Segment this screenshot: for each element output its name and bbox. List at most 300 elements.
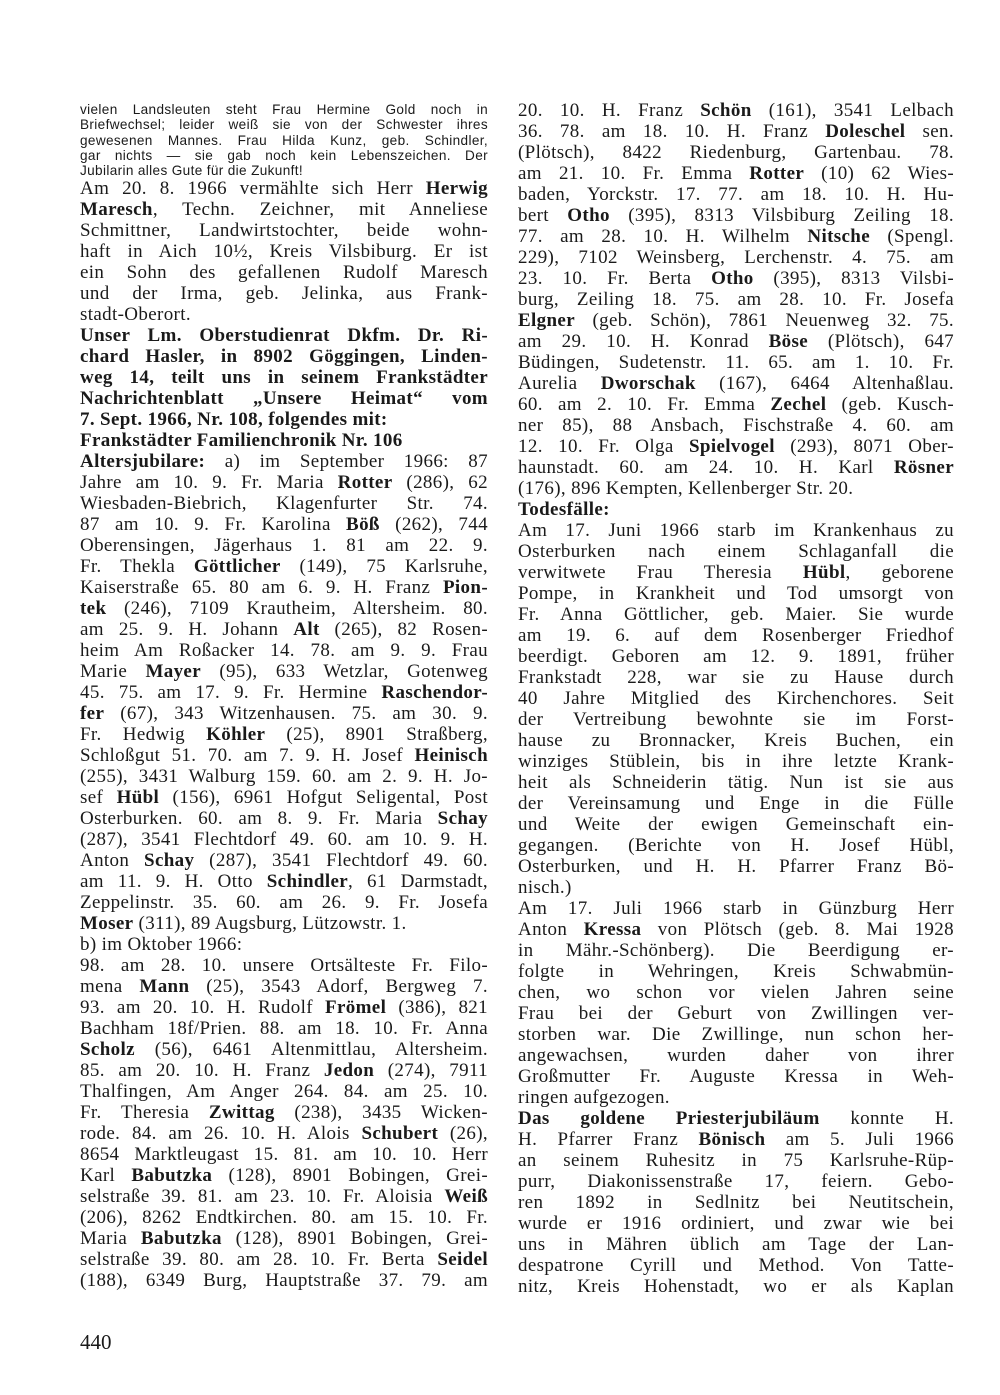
text-segment: (255), 3431 Walburg 159. 60. am 2. 9. H. Jo- xyxy=(80,766,488,787)
text-segment: Wiesbaden-Biebrich, Klagenfurter Str. 74. xyxy=(80,493,488,514)
text-segment: Pompe, in Krankheit und Tod umsorgt von xyxy=(518,583,954,604)
bold-text: Mann xyxy=(139,976,190,997)
text-line xyxy=(518,625,954,646)
text-segment: , geborene xyxy=(845,562,954,583)
bold-text: Göttlicher xyxy=(193,556,281,577)
text-segment: winziges Stüblein, bis in ihre letzte Krank- xyxy=(518,751,954,772)
bold-text: Otho xyxy=(711,268,754,289)
text-segment: (161), 3541 Lelbach xyxy=(751,100,954,121)
right-column xyxy=(518,100,954,1297)
text-line xyxy=(80,148,488,163)
text-segment: Fr. Theresia xyxy=(80,1102,209,1123)
text-segment: (10) 62 Wies- xyxy=(804,163,954,184)
text-segment: ren 1892 in Sedlnitz bei Neutitschein, xyxy=(518,1192,954,1213)
text-segment: (26), xyxy=(438,1123,488,1144)
text-segment: Fr. Thekla xyxy=(80,556,194,577)
text-line xyxy=(518,121,954,142)
bold-text: Seidel xyxy=(437,1249,488,1270)
text-segment: , Techn. Zeichner, mit Anneliese xyxy=(152,199,488,220)
text-segment: Karl xyxy=(80,1165,132,1186)
text-segment: 60. am 2. 10. Fr. Emma xyxy=(518,394,771,415)
text-segment: konnte H. xyxy=(819,1108,954,1129)
text-segment: gewesenen Mannes. Frau Hilda Kunz, geb. Schindler, xyxy=(80,132,488,148)
text-segment: 85. am 20. 10. H. Franz xyxy=(80,1060,324,1081)
text-line xyxy=(80,178,488,199)
text-line xyxy=(80,913,488,934)
text-segment: der Vereinsamung und Enge in die Fülle xyxy=(518,793,954,814)
text-segment: Am 17. Juni 1966 starb im Krankenhaus zu xyxy=(518,520,954,541)
text-segment: 87 am 10. 9. Fr. Karolina xyxy=(80,514,347,535)
text-segment: am 19. 6. auf dem Rosenberger Friedhof xyxy=(518,625,954,646)
text-line xyxy=(80,388,488,409)
text-line xyxy=(80,241,488,262)
text-segment: (67), 343 Witzenhausen. 75. am 30. 9. xyxy=(104,703,488,724)
text-line xyxy=(518,1276,954,1297)
text-line xyxy=(518,877,954,898)
text-segment: (176), 896 Kempten, Kellenberger Str. 20. xyxy=(518,478,854,499)
text-segment: selstraße 39. 80. am 28. 10. Fr. Berta xyxy=(80,1249,438,1270)
text-segment: 12. 10. Fr. Olga xyxy=(518,436,689,457)
bold-text: Alt xyxy=(293,619,320,640)
text-line xyxy=(518,268,954,289)
bold-text: Elgner xyxy=(518,310,575,331)
text-segment: 36. 78. am 18. 10. H. Franz xyxy=(518,121,826,142)
text-segment: Frankstadt 228, war sie zu Hause durch xyxy=(518,667,954,688)
bold-text: Pion- xyxy=(442,577,488,598)
text-segment: nitz, Kreis Hohenstadt, wo er als Kaplan xyxy=(518,1276,954,1297)
text-segment: nisch.) xyxy=(518,877,572,898)
text-line xyxy=(518,436,954,457)
text-segment: an seinem Ruhesitz in 75 Karlsruhe-Rüp- xyxy=(518,1150,954,1171)
text-segment: purr, Diakonissenstraße 17, feiern. Gebo- xyxy=(518,1171,954,1192)
text-segment: selstraße 39. 81. am 23. 10. Fr. Aloisia xyxy=(80,1186,445,1207)
text-line xyxy=(80,976,488,997)
text-segment: hause zu Bronnacker, Kreis Buchen, ein xyxy=(518,730,954,751)
text-segment: Maria xyxy=(80,1228,141,1249)
text-segment: Schmittner, Landwirtstochter, beide wohn- xyxy=(80,220,488,241)
text-segment: Osterburken, und H. H. Pfarrer Franz Bö- xyxy=(518,856,954,877)
text-segment: und der Irma, geb. Jelinka, aus Frank- xyxy=(80,283,488,304)
text-line xyxy=(80,163,488,178)
bold-text: Das goldene Priesterjubiläum xyxy=(518,1108,820,1129)
text-segment: b) im Oktober 1966: xyxy=(80,934,243,955)
text-line xyxy=(80,787,488,808)
intro-small-print xyxy=(80,102,488,178)
text-line xyxy=(518,709,954,730)
text-line xyxy=(80,955,488,976)
text-line xyxy=(80,934,488,955)
text-line xyxy=(518,961,954,982)
text-segment: Osterburken. 60. am 8. 9. Fr. Maria xyxy=(80,808,438,829)
text-line xyxy=(518,814,954,835)
text-line xyxy=(80,451,488,472)
bold-text: Raschendor- xyxy=(381,682,488,703)
text-segment: burg, Zeiling 18. 75. am 28. 10. Fr. Josefa xyxy=(518,289,954,310)
text-line xyxy=(80,808,488,829)
text-segment: (262), 744 xyxy=(379,514,488,535)
bold-text: Unser Lm. Oberstudienrat Dkfm. Dr. Ri- xyxy=(80,325,488,346)
text-line xyxy=(80,745,488,766)
text-line xyxy=(518,310,954,331)
text-segment: am 21. 10. Fr. Emma xyxy=(518,163,750,184)
text-line xyxy=(80,850,488,871)
text-line xyxy=(80,283,488,304)
bold-text: Schindler xyxy=(266,871,349,892)
text-line xyxy=(80,325,488,346)
bold-text: Heinisch xyxy=(414,745,488,766)
text-line xyxy=(80,1018,488,1039)
text-segment: Am 20. 8. 1966 vermählte sich Herr xyxy=(80,178,426,199)
text-line xyxy=(80,304,488,325)
text-segment: (156), 6961 Hofgut Seligental, Post xyxy=(159,787,488,808)
text-segment: (286), 62 xyxy=(392,472,488,493)
text-line xyxy=(518,457,954,478)
text-line xyxy=(518,478,954,499)
text-line xyxy=(80,1144,488,1165)
text-line xyxy=(80,724,488,745)
text-line xyxy=(80,133,488,148)
text-line xyxy=(518,919,954,940)
text-line xyxy=(80,1270,488,1291)
text-segment: (311), 89 Augsburg, Lützowstr. 1. xyxy=(133,913,407,934)
text-segment: (Spengl. xyxy=(869,226,954,247)
text-line xyxy=(518,730,954,751)
text-segment: (Plötsch), 8422 Riedenburg, Gartenbau. 78. xyxy=(518,142,954,163)
text-line xyxy=(518,1192,954,1213)
text-line xyxy=(80,1228,488,1249)
bold-text: Schubert xyxy=(361,1123,439,1144)
text-line xyxy=(518,499,954,520)
bold-text: Böse xyxy=(768,331,809,352)
bold-text: Nachrichtenblatt „Unsere Heimat“ vom xyxy=(80,388,488,409)
text-line xyxy=(80,682,488,703)
text-segment: (293), 8071 Ober- xyxy=(774,436,954,457)
bold-text: Maresch xyxy=(80,199,153,220)
bold-text: Altersjubilare: xyxy=(80,451,206,472)
text-segment: (287), 3541 Flechtdorf 49. 60. am 10. 9. H. xyxy=(80,829,488,850)
text-line xyxy=(80,102,488,117)
text-line xyxy=(80,892,488,913)
bold-text: Hübl xyxy=(802,562,846,583)
left-column xyxy=(80,178,488,1291)
text-segment: 8654 Marktleugast 15. 81. am 10. 10. Herr xyxy=(80,1144,488,1165)
text-segment: Jahre am 10. 9. Fr. Maria xyxy=(80,472,338,493)
text-segment: (167), 6464 Altenhaßlau. xyxy=(695,373,954,394)
text-segment: chen, wo schon vor vielen Jahren seine xyxy=(518,982,954,1003)
text-line xyxy=(518,184,954,205)
bold-text: Herwig xyxy=(425,178,488,199)
bold-text: Rotter xyxy=(749,163,805,184)
text-segment: Fr. Anna Göttlicher, geb. Maier. Sie wurde xyxy=(518,604,954,625)
bold-text: Scholz xyxy=(80,1039,135,1060)
text-segment: verwitwete Frau Theresia xyxy=(518,562,803,583)
bold-text: Zechel xyxy=(770,394,827,415)
text-segment: (25), 8901 Straßberg, xyxy=(265,724,488,745)
text-line xyxy=(80,997,488,1018)
text-segment: beerdigt. Geboren am 12. 9. 1891, früher xyxy=(518,646,954,667)
text-line xyxy=(518,520,954,541)
bold-text: Nitsche xyxy=(807,226,870,247)
bold-text: Babutzka xyxy=(131,1165,213,1186)
text-segment: Thalfingen, Am Anger 264. 84. am 25. 10. xyxy=(80,1081,488,1102)
text-line xyxy=(80,1165,488,1186)
text-line xyxy=(518,1024,954,1045)
bold-text: Spielvogel xyxy=(689,436,775,457)
text-line xyxy=(518,646,954,667)
text-segment: am 29. 10. H. Konrad xyxy=(518,331,769,352)
text-segment: Anton xyxy=(80,850,145,871)
text-segment: (206), 8262 Endtkirchen. 80. am 15. 10. Fr. xyxy=(80,1207,488,1228)
bold-text: Frankstädter Familienchronik Nr. 106 xyxy=(80,430,403,451)
text-segment: ein Sohn des gefallenen Rudolf Maresch xyxy=(80,262,488,283)
text-line xyxy=(80,346,488,367)
text-line xyxy=(518,163,954,184)
text-line xyxy=(80,619,488,640)
text-segment: (386), 821 xyxy=(386,997,488,1018)
text-line xyxy=(518,1108,954,1129)
text-line xyxy=(80,1249,488,1270)
text-segment: ringen aufgezogen. xyxy=(518,1087,670,1108)
bold-text: Mayer xyxy=(145,661,202,682)
text-segment: (128), 8901 Bobingen, Grei- xyxy=(221,1228,488,1249)
text-line xyxy=(518,205,954,226)
text-segment: Jubilarin alles Gute für die Zukunft! xyxy=(80,163,304,178)
text-segment: (geb. Schön), 7861 Neuenweg 32. 75. xyxy=(575,310,954,331)
text-segment: bert xyxy=(518,205,568,226)
text-segment: (188), 6349 Burg, Hauptstraße 37. 79. am xyxy=(80,1270,488,1291)
bold-text: Zwittag xyxy=(208,1102,275,1123)
text-line xyxy=(518,1234,954,1255)
text-segment: (246), 7109 Krautheim, Altersheim. 80. xyxy=(106,598,488,619)
text-line xyxy=(80,220,488,241)
text-segment: (265), 82 Rosen- xyxy=(319,619,488,640)
bold-text: Jedon xyxy=(323,1060,375,1081)
bold-text: Moser xyxy=(80,913,134,934)
text-line xyxy=(518,856,954,877)
text-line xyxy=(518,751,954,772)
text-segment: Großmutter Fr. Auguste Kressa in Weh- xyxy=(518,1066,954,1087)
text-segment: gegangen. (Berichte von H. Josef Hübl, xyxy=(518,835,954,856)
text-line xyxy=(80,1060,488,1081)
text-line xyxy=(80,577,488,598)
bold-text: chard Hasler, in 8902 Göggingen, Linden- xyxy=(80,346,488,367)
text-line xyxy=(518,1150,954,1171)
text-segment: (149), 75 Karlsruhe, xyxy=(280,556,489,577)
text-line xyxy=(80,472,488,493)
text-segment: (395), 8313 Vilsbiburg Zeiling 18. xyxy=(609,205,954,226)
text-segment: folgte in Wehringen, Kreis Schwabmün- xyxy=(518,961,954,982)
text-line xyxy=(80,367,488,388)
text-segment: haunstadt. 60. am 24. 10. H. Karl xyxy=(518,457,894,478)
text-segment: Marie xyxy=(80,661,146,682)
bold-text: Schay xyxy=(437,808,488,829)
text-line xyxy=(518,604,954,625)
text-line xyxy=(518,331,954,352)
text-line xyxy=(518,373,954,394)
text-line xyxy=(80,598,488,619)
text-segment: 93. am 20. 10. H. Rudolf xyxy=(80,997,326,1018)
bold-text: Schay xyxy=(144,850,195,871)
text-line xyxy=(80,703,488,724)
bold-text: Babutzka xyxy=(140,1228,222,1249)
text-segment: Büdingen, Sudetenstr. 11. 65. am 1. 10. Fr. xyxy=(518,352,954,373)
text-segment: sef xyxy=(80,787,117,808)
text-segment: Bachham 18f/Prien. 88. am 18. 10. Fr. Anna xyxy=(80,1018,488,1039)
text-segment: sen. xyxy=(905,121,954,142)
text-segment: (395), 8313 Vilsbi- xyxy=(753,268,954,289)
text-segment: mena xyxy=(80,976,140,997)
text-segment: Briefwechsel; leider weiß sie von der Schwester ihres xyxy=(80,117,488,133)
text-line xyxy=(80,199,488,220)
text-line xyxy=(518,772,954,793)
bold-text: Todesfälle: xyxy=(518,499,610,520)
text-segment: gar nichts — sie gab noch kein Lebenszeichen. Der xyxy=(80,147,488,163)
text-line xyxy=(80,117,488,132)
text-segment: Frau bei der Geburt von Zwillingen ver- xyxy=(518,1003,954,1024)
text-line xyxy=(518,898,954,919)
bold-text: Kressa xyxy=(583,919,642,940)
bold-text: Otho xyxy=(567,205,610,226)
text-line xyxy=(80,430,488,451)
text-line xyxy=(518,541,954,562)
text-segment: heim Am Roßacker 14. 78. am 9. 9. Frau xyxy=(80,640,488,661)
bold-text: Köhler xyxy=(206,724,266,745)
text-segment: heit als Schneiderin tätig. Nun ist sie aus xyxy=(518,772,954,793)
text-line xyxy=(518,1213,954,1234)
text-line xyxy=(518,667,954,688)
text-segment: Kaiserstraße 65. 80 am 6. 9. H. Franz xyxy=(80,577,443,598)
text-line xyxy=(80,556,488,577)
bold-text: Weiß xyxy=(444,1186,488,1207)
text-segment: Oberensingen, Jägerhaus 1. 81 am 22. 9. xyxy=(80,535,488,556)
text-segment: von Plötsch (geb. 8. Mai 1928 xyxy=(641,919,954,940)
text-segment: Fr. Hedwig xyxy=(80,724,207,745)
text-line xyxy=(518,688,954,709)
text-segment: 23. 10. Fr. Berta xyxy=(518,268,712,289)
text-segment: angewachsen, wurden daher von ihrer xyxy=(518,1045,954,1066)
text-segment: (Plötsch), 647 xyxy=(808,331,955,352)
text-segment: , 61 Darmstadt, xyxy=(348,871,488,892)
text-segment: in Mähr.-Schönberg). Die Beerdigung er- xyxy=(518,940,954,961)
text-segment: (95), 633 Wetzlar, Gotenweg xyxy=(201,661,488,682)
text-line xyxy=(80,766,488,787)
text-line xyxy=(80,1207,488,1228)
text-segment: und Weite der ewigen Gemeinschaft ein- xyxy=(518,814,954,835)
text-line xyxy=(80,1039,488,1060)
text-line xyxy=(80,829,488,850)
bold-text: Frömel xyxy=(325,997,387,1018)
text-line xyxy=(518,982,954,1003)
text-line xyxy=(518,940,954,961)
bold-text: Doleschel xyxy=(825,121,906,142)
text-segment: (56), 6461 Altenmittlau, Altersheim. xyxy=(134,1039,488,1060)
text-segment: vielen Landsleuten steht Frau Hermine Gold noch in xyxy=(80,102,488,117)
text-segment: baden, Yorckstr. 17. 77. am 18. 10. H. Hu- xyxy=(518,184,954,205)
text-segment: am 5. Juli 1966 xyxy=(765,1129,954,1150)
text-segment: (25), 3543 Adorf, Bergweg 7. xyxy=(189,976,488,997)
text-line xyxy=(518,835,954,856)
text-line xyxy=(518,1066,954,1087)
text-line xyxy=(518,1129,954,1150)
text-line xyxy=(80,1102,488,1123)
text-line xyxy=(80,514,488,535)
text-segment: der Vertreibung bewohnte sie im Forst- xyxy=(518,709,954,730)
text-segment: am 25. 9. H. Johann xyxy=(80,619,294,640)
text-segment: 229), 7102 Weinsberg, Lerchenstr. 4. 75. am xyxy=(518,247,954,268)
text-line xyxy=(518,1045,954,1066)
text-segment: Osterburken nach einem Schlaganfall die xyxy=(518,541,954,562)
bold-text: Dworschak xyxy=(600,373,696,394)
text-line xyxy=(518,793,954,814)
text-segment: 98. am 28. 10. unsere Ortsälteste Fr. Filo- xyxy=(80,955,488,976)
text-line xyxy=(80,1123,488,1144)
text-segment: H. Pfarrer Franz xyxy=(518,1129,699,1150)
text-line xyxy=(518,1087,954,1108)
text-segment: Anton xyxy=(518,919,584,940)
text-line xyxy=(80,871,488,892)
bold-text: Schön xyxy=(700,100,752,121)
text-line xyxy=(80,262,488,283)
bold-text: weg 14, teilt uns in seinem Frankstädter xyxy=(80,367,488,388)
text-line xyxy=(518,247,954,268)
bold-text: Bönisch xyxy=(698,1129,766,1150)
bold-text: fer xyxy=(80,703,105,724)
text-line xyxy=(80,1081,488,1102)
text-segment: stadt-Oberort. xyxy=(80,304,191,325)
text-segment: (287), 3541 Flechtdorf 49. 60. xyxy=(194,850,488,871)
text-segment: uns in Mähren üblich am Tage der Lan- xyxy=(518,1234,954,1255)
text-segment: 45. 75. am 17. 9. Fr. Hermine xyxy=(80,682,382,703)
text-segment: Schloßgut 51. 70. am 7. 9. H. Josef xyxy=(80,745,415,766)
text-line xyxy=(518,1255,954,1276)
bold-text: Rösner xyxy=(893,457,954,478)
bold-text: tek xyxy=(80,598,107,619)
text-segment: wurde er 1916 ordiniert, und zwar wie bei xyxy=(518,1213,954,1234)
text-segment: 20. 10. H. Franz xyxy=(518,100,701,121)
text-segment: am 11. 9. H. Otto xyxy=(80,871,267,892)
text-segment: 77. am 28. 10. H. Wilhelm xyxy=(518,226,808,247)
text-line xyxy=(518,583,954,604)
text-line xyxy=(518,289,954,310)
text-segment: (128), 8901 Bobingen, Grei- xyxy=(212,1165,488,1186)
text-line xyxy=(518,226,954,247)
bold-text: 7. Sept. 1966, Nr. 108, folgendes mit: xyxy=(80,409,388,430)
text-line xyxy=(80,493,488,514)
text-segment: Aurelia xyxy=(518,373,601,394)
text-line xyxy=(518,562,954,583)
text-segment: storben war. Die Zwillinge, nun schon her- xyxy=(518,1024,954,1045)
text-line xyxy=(80,661,488,682)
text-segment: rode. 84. am 26. 10. H. Alois xyxy=(80,1123,362,1144)
bold-text: Rotter xyxy=(337,472,393,493)
text-line xyxy=(518,415,954,436)
text-line xyxy=(80,1186,488,1207)
text-line xyxy=(80,640,488,661)
text-line xyxy=(518,100,954,121)
bold-text: Böß xyxy=(346,514,380,535)
text-segment: a) im September 1966: 87 xyxy=(205,451,488,472)
text-segment: (geb. Kusch- xyxy=(826,394,954,415)
text-segment: (238), 3435 Wicken- xyxy=(274,1102,488,1123)
text-segment: Am 17. Juli 1966 starb in Günzburg Herr xyxy=(518,898,954,919)
text-line xyxy=(518,352,954,373)
text-segment: (274), 7911 xyxy=(374,1060,489,1081)
text-segment: 40 Jahre Mitglied des Kirchenchores. Seit xyxy=(518,688,954,709)
text-line xyxy=(518,394,954,415)
text-segment: despatrone Cyrill und Method. Von Tatte- xyxy=(518,1255,954,1276)
text-segment: Zeppelinstr. 35. 60. am 26. 9. Fr. Josefa xyxy=(80,892,488,913)
text-segment: ner 85), 88 Ansbach, Fischstraße 4. 60. am xyxy=(518,415,954,436)
